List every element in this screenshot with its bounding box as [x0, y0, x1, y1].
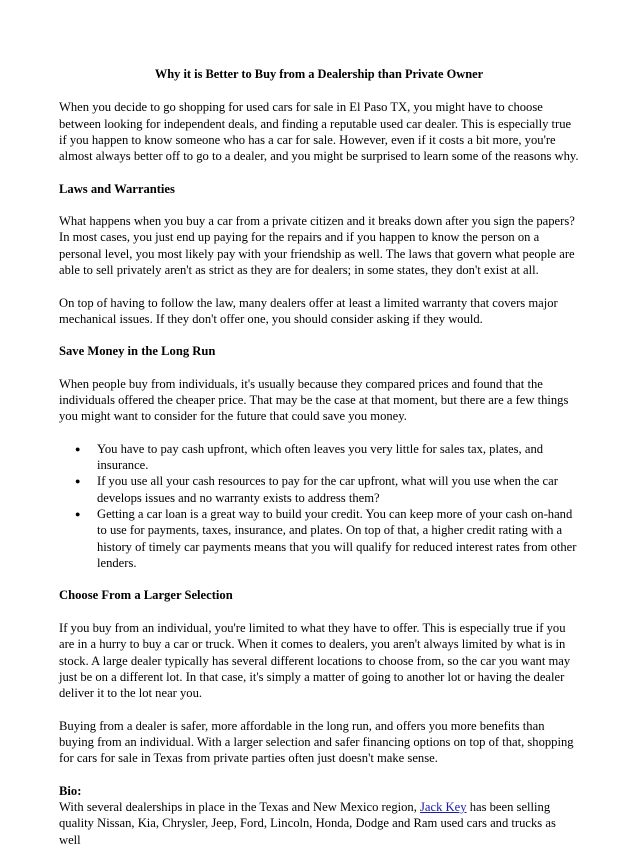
- section-heading-save-money: Save Money in the Long Run: [59, 344, 216, 359]
- list-item: ● You have to pay cash upfront, which often leaves you very little for sales tax, plates, and insurance.: [97, 441, 579, 474]
- list-item: ● If you use all your cash resources to pay for the car upfront, what will you use when the car develops issues and no warranty exists to address them?: [97, 473, 579, 506]
- document-title: Why it is Better to Buy from a Dealership than Private Owner: [154, 67, 484, 81]
- bio-paragraph: [59, 799, 579, 848]
- bio-text-after: has been selling quality Nissan, Kia, Chrysler, Jeep, Ford, Lincoln, Honda, Dodge and Ram used cars and trucks as well: [59, 799, 556, 847]
- bio-heading: Bio:: [59, 783, 82, 798]
- list-item: ● Getting a car loan is a great way to build your credit. You can keep more of your cash on-hand to use for payments, taxes, insurance, and plates. On top of that, a higher credit rating with a history of timely car payments means that you will qualify for reduced interest rates from other lenders.: [97, 506, 579, 571]
- intro-paragraph: When you decide to go shopping for used cars for sale in El Paso TX, you might have to choose between looking for independent deals, and finding a reputable used car dealer. This is especially true if you happen to know someone who has a car for sale. However, even if it costs a bit more, you're almost always better off to go to a dealer, and you might be surprised to learn some of the reasons why.: [59, 100, 579, 164]
- laws-paragraph-2: On top of having to follow the law, many dealers offer at least a limited warranty that covers major mechanical issues. If they don't offer one, you should consider asking if they would.: [59, 295, 558, 326]
- save-money-bullet-list: [59, 441, 579, 571]
- selection-paragraph-2: Buying from a dealer is safer, more affordable in the long run, and offers you more benefits than buying from an individual. With a larger selection and safer financing options on top of that, shopping for cars for sale in Texas from private parties often just doesn't make sense.: [59, 718, 574, 766]
- selection-paragraph-1: If you buy from an individual, you're limited to what they have to offer. This is especially true if you are in a hurry to buy a car or truck. When it comes to dealers, you aren't always limited by what is in stock. A large dealer typically has several different locations to choose from, so the car you want may just be on a different lot. In that case, it's simply a matter of going to another lot or having the dealer deliver it to the lot near you.: [59, 620, 571, 701]
- save-money-paragraph: When people buy from individuals, it's usually because they compared prices and found that the individuals offered the cheaper price. That may be the case at that moment, but there are a few things you might want to consider for the future that could save you money.: [59, 376, 569, 424]
- bio-text-before: With several dealerships in place in the Texas and New Mexico region,: [59, 799, 421, 814]
- section-heading-laws: Laws and Warranties: [59, 181, 175, 196]
- jack-key-link[interactable]: Jack Key: [420, 799, 467, 814]
- section-heading-selection: Choose From a Larger Selection: [59, 588, 233, 603]
- laws-paragraph-1: What happens when you buy a car from a private citizen and it breaks down after you sign the papers? In most cases, you just end up paying for the repairs and if you happen to know the person on a personal level, you most likely pay with your friendship as well. The laws that govern what people are able to sell privately aren't as strict as they are for dealers; in some states, they don't exist at all.: [59, 214, 575, 278]
- document-page: [59, 66, 579, 848]
